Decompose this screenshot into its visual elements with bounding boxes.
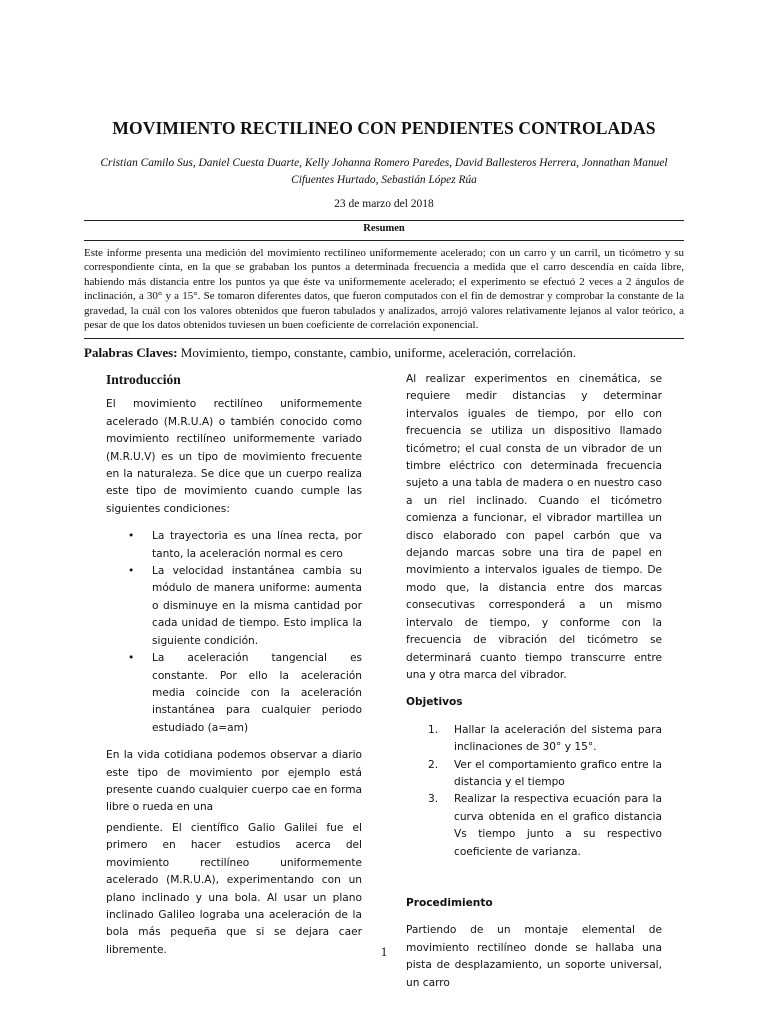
- left-column-upper: [106, 371, 362, 817]
- intro-paragraph-1: El movimiento rectilíneo uniformemente acelerado (M.R.U.A) o también conocido como movimiento rectilíneo uniformemente variado (M.R.U.V) es un tipo de movimiento frecuente en la naturaleza. Se dice que un cuerpo realiza este tipo de movimiento cuando cumple las siguientes condiciones:: [106, 398, 362, 515]
- conditions-list: [106, 528, 362, 737]
- abstract-bottom-rule: [84, 338, 684, 339]
- intro-paragraph-2: En la vida cotidiana podemos observar a diario este tipo de movimiento por ejemplo está presente cuando cualquier cuerpo cae en forma libre o rueda en una: [106, 749, 362, 814]
- procedure-paragraph: Partiendo de un montaje elemental de movimiento rectilíneo donde se hallaba una pista de desplazamiento, un soporte universal, un carro: [406, 924, 662, 989]
- list-item: • La trayectoria es una línea recta, por tanto, la aceleración normal es cero: [128, 530, 362, 560]
- list-item: 2. Ver el comportamiento grafico entre la distancia y el tiempo: [428, 758, 662, 788]
- list-item: • La velocidad instantánea cambia su módulo de manera uniforme: aumenta o disminuye en la misma cantidad por cada unidad de tiempo. Esto implica la siguiente condición.: [128, 565, 362, 647]
- author-list: Cristian Camilo Sus, Daniel Cuesta Duarte, Kelly Johanna Romero Paredes, David Ballesteros Herrera, Jonnathan Manuel Cifuentes Hurtado, Sebastián López Rúa: [100, 157, 668, 186]
- ticometer-paragraph: Al realizar experimentos en cinemática, se requiere medir distancias y determinar intervalos iguales de tiempo, por ello con frecuencia se utiliza un dispositivo llamado ticómetro; el cual consta de un vibrador de un timbre eléctrico con determinada frecuencia sujeto a una tabla de madera o en nuestro caso a un riel inclinado. Cuando el ticómetro comienza a funcionar, el vibrador martillea un disco elaborado con papel carbón que va dejando marcas sobre una tira de papel en movimiento a intervalos iguales de tiempo. De modo que, la distancia entre dos marcas consecutivas corresponderá a un mismo intervalo de tiempo, y conforme con la frecuencia de vibración del ticómetro se determinará cuanto tiempo transcurre entre una y otra marca del vibrador.: [406, 373, 662, 681]
- bullet-icon: •: [128, 530, 135, 543]
- right-column: [406, 371, 662, 992]
- top-rule: [84, 220, 684, 221]
- intro-paragraph-3: pendiente. El científico Galio Galilei fue el primero en hacer estudios acerca del movimiento rectilíneo uniformemente acelerado (M.R.U.A), experimentando con un plano inclinado y una bola. Al usar un plano inclinado Galileo lograba una aceleración de la bola más pequeña que si se dejara caer libremente.: [106, 822, 362, 956]
- page-number: 1: [380, 944, 388, 959]
- bullet-icon: •: [128, 565, 135, 578]
- keywords-text: Movimiento, tiempo, constante, cambio, uniforme, aceleración, correlación.: [177, 345, 577, 360]
- list-item: • La aceleración tangencial es constante. Por ello la aceleración media coincide con la aceleración instantánea para cualquier periodo estudiado (a=am): [128, 652, 362, 734]
- keywords-label: Palabras Claves:: [84, 345, 178, 360]
- keywords-line: [84, 345, 694, 361]
- abstract-heading: Resumen: [363, 223, 405, 234]
- procedure-heading: Procedimiento: [406, 896, 493, 909]
- bullet-icon: •: [128, 652, 135, 665]
- abstract-text: Este informe presenta una medición del movimiento rectilíneo uniformemente acelerado; con un carro y un carril, un ticómetro y su correspondiente cinta, en la que se grababan los puntos a determinada frecuencia a medida que el carro descendía en caída libre, habiendo más distancia entre los puntos ya que éste va uniformemente acelerado; el experimento se efectuó 2 veces a 2 ángulos de inclinación, a 30° y a 15°. Se tomaron diferentes datos, que fueron computados con el fin de demostrar y comprobar la constante de la gravedad, la cuál con los valores obtenidos que fueron tabulados y analizados, arrojó valores relativamente lejanos al valor teórico, a pesar de que los datos obtenidos tuviesen un buen coeficiente de correlación exponencial.: [84, 247, 684, 332]
- left-column-lower: [106, 820, 362, 959]
- intro-heading: Introducción: [106, 372, 181, 387]
- abstract-heading-rule: [84, 240, 684, 241]
- list-item: 1. Hallar la aceleración del sistema para inclinaciones de 30° y 15°.: [428, 723, 662, 754]
- objectives-heading: Objetivos: [406, 696, 463, 709]
- paper-title: MOVIMIENTO RECTILINEO CON PENDIENTES CONTROLADAS: [112, 118, 656, 138]
- objectives-list: [406, 722, 662, 861]
- publication-date: 23 de marzo del 2018: [334, 198, 434, 210]
- list-item: 3. Realizar la respectiva ecuación para la curva obtenida en el grafico distancia Vs tiempo junto a su respectivo coeficiente de varianza.: [428, 793, 662, 858]
